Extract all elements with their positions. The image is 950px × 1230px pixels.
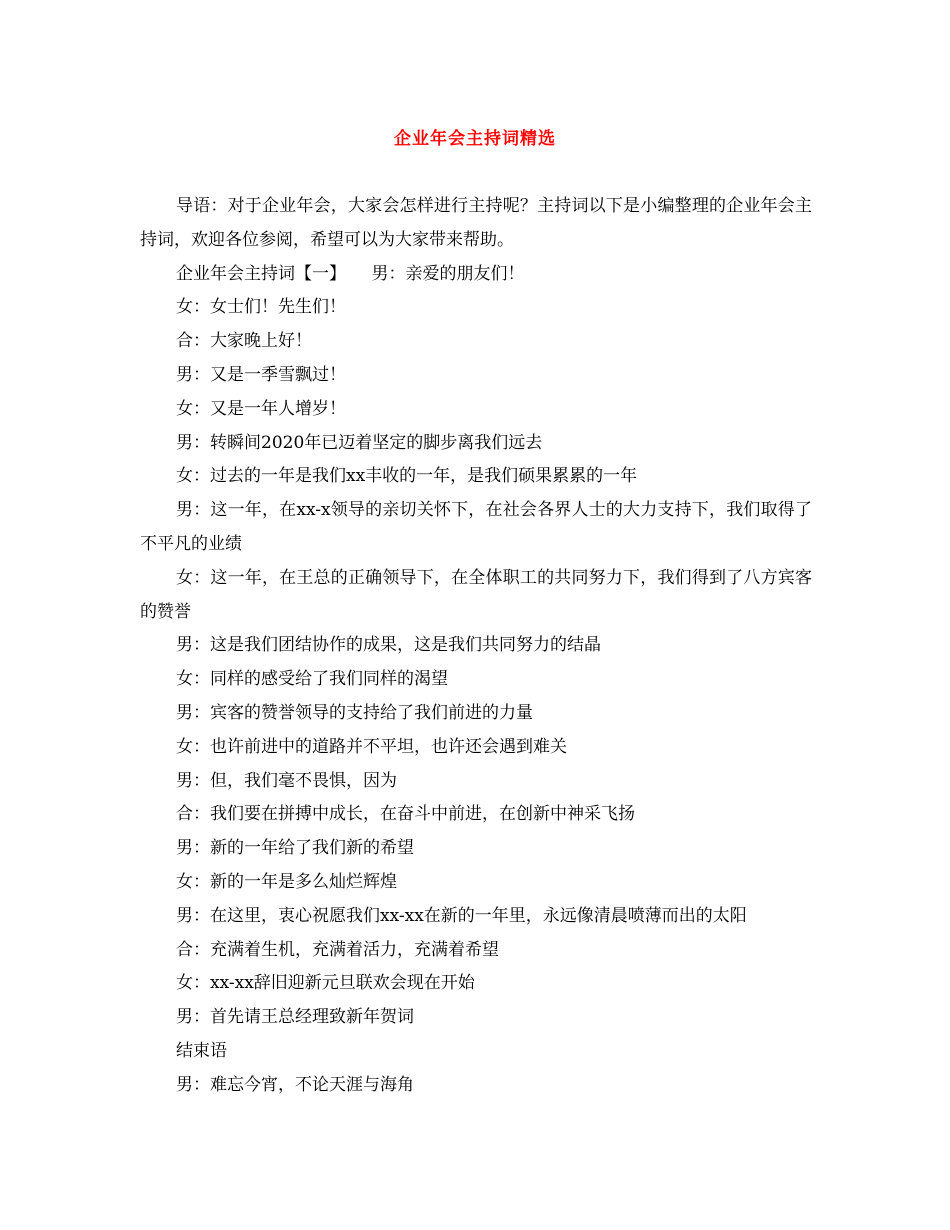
paragraph-intro: 导语：对于企业年会，大家会怎样进行主持呢？主持词以下是小编整理的企业年会主持词，欢迎各位参阅，希望可以为大家带来帮助。	[140, 196, 812, 250]
paragraph-dialogue-line: 合：我们要在拼搏中成长，在奋斗中前进，在创新中神采飞扬	[176, 804, 635, 825]
paragraph-dialogue-line: 女：xx-xx辞旧迎新元旦联欢会现在开始	[176, 973, 475, 994]
paragraph-dialogue-line: 合：充满着生机，充满着活力，充满着希望	[176, 939, 499, 960]
paragraph-dialogue-line: 男：宾客的赞誉领导的支持给了我们前进的力量	[176, 702, 533, 723]
paragraph-dialogue-line: 男：但，我们毫不畏惧，因为	[176, 770, 397, 791]
paragraph-dialogue-line: 男：又是一季雪飘过！	[176, 364, 346, 385]
paragraph-dialogue-line: 男：首先请王总经理致新年贺词	[176, 1007, 414, 1028]
paragraph-dialogue-line: 女：新的一年是多么灿烂辉煌	[176, 871, 397, 892]
paragraph-closing-heading: 结束语	[176, 1040, 227, 1061]
paragraph-dialogue-line: 女：过去的一年是我们xx丰收的一年，是我们硕果累累的一年	[176, 466, 638, 487]
paragraph-dialogue-line: 男：新的一年给了我们新的希望	[176, 838, 414, 859]
paragraph-section-one-heading: 企业年会主持词【一】 男：亲爱的朋友们！	[176, 263, 525, 284]
paragraph-dialogue-line: 女：也许前进中的道路并不平坦，也许还会遇到难关	[176, 736, 567, 757]
paragraph-dialogue-line: 女：同样的感受给了我们同样的渴望	[176, 669, 448, 690]
document-title: 企业年会主持词精选	[394, 129, 556, 149]
paragraph-dialogue-line: 男：这一年，在xx-x领导的亲切关怀下，在社会各界人士的大力支持下，我们取得了不平凡的业绩	[140, 500, 812, 554]
paragraph-dialogue-line: 合：大家晚上好！	[176, 331, 312, 352]
paragraph-dialogue-line: 男：这是我们团结协作的成果，这是我们共同努力的结晶	[176, 635, 601, 656]
document-body	[140, 190, 812, 1103]
paragraph-dialogue-line: 男：转瞬间2020年已迈着坚定的脚步离我们远去	[176, 432, 543, 453]
paragraph-dialogue-line: 男：在这里，衷心祝愿我们xx-xx在新的一年里，永远像清晨喷薄而出的太阳	[176, 905, 747, 926]
paragraph-dialogue-line: 女：女士们！先生们！	[176, 297, 346, 318]
paragraph-dialogue-line: 男：难忘今宵，不论天涯与海角	[176, 1074, 414, 1095]
paragraph-dialogue-line: 女：又是一年人增岁！	[176, 398, 346, 419]
paragraph-dialogue-line: 女：这一年，在王总的正确领导下，在全体职工的共同努力下，我们得到了八方宾客的赞誉	[140, 567, 812, 622]
